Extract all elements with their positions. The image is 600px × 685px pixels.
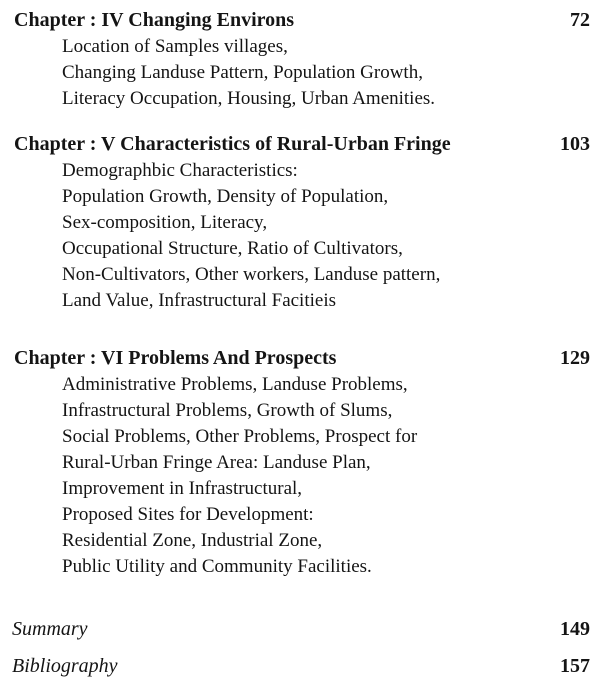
topic-line: Sex-composition, Literacy, bbox=[62, 212, 268, 233]
chapter-page-number: 129 bbox=[560, 347, 590, 369]
bibliography-title: Bibliography bbox=[12, 655, 118, 677]
toc-chapter-vi bbox=[14, 344, 590, 580]
chapter-topics bbox=[62, 34, 590, 112]
summary-page-number: 149 bbox=[560, 618, 590, 640]
chapter-heading bbox=[14, 344, 590, 372]
topic-line: Improvement in Infrastructural, bbox=[62, 478, 303, 499]
chapter-topics bbox=[62, 158, 590, 314]
chapter-page-number: 103 bbox=[560, 133, 590, 155]
toc-chapter-v bbox=[14, 130, 590, 314]
topic-line: Public Utility and Community Facilities. bbox=[62, 556, 372, 577]
topic-line: Rural-Urban Fringe Area: Landuse Plan, bbox=[62, 452, 371, 473]
chapter-heading bbox=[14, 6, 590, 34]
toc-summary bbox=[12, 614, 590, 644]
chapter-topics bbox=[62, 372, 590, 580]
topic-line: Non-Cultivators, Other workers, Landuse pattern, bbox=[62, 264, 441, 285]
topic-line: Residential Zone, Industrial Zone, bbox=[62, 530, 323, 551]
topic-line: Changing Landuse Pattern, Population Growth, bbox=[62, 62, 423, 83]
chapter-page-number: 72 bbox=[570, 9, 590, 31]
chapter-title: Chapter : IV Changing Environs bbox=[14, 9, 295, 31]
topic-line: Demographbic Characteristics: bbox=[62, 160, 298, 181]
topic-line: Land Value, Infrastructural Facitieis bbox=[62, 290, 336, 311]
topic-line: Population Growth, Density of Population, bbox=[62, 186, 389, 207]
chapter-heading bbox=[14, 130, 590, 158]
topic-line: Social Problems, Other Problems, Prospect for bbox=[62, 426, 418, 447]
topic-line: Infrastructural Problems, Growth of Slums, bbox=[62, 400, 393, 421]
bibliography-page-number: 157 bbox=[560, 655, 590, 677]
toc-chapter-iv bbox=[14, 6, 590, 112]
topic-line: Location of Samples villages, bbox=[62, 36, 288, 57]
toc-bibliography bbox=[12, 651, 590, 681]
topic-line: Literacy Occupation, Housing, Urban Amenities. bbox=[62, 88, 436, 109]
summary-title: Summary bbox=[12, 618, 88, 640]
topic-line: Administrative Problems, Landuse Problems, bbox=[62, 374, 408, 395]
topic-line: Proposed Sites for Development: bbox=[62, 504, 314, 525]
chapter-title: Chapter : V Characteristics of Rural-Urban Fringe bbox=[14, 133, 451, 155]
chapter-title: Chapter : VI Problems And Prospects bbox=[14, 347, 337, 369]
topic-line: Occupational Structure, Ratio of Cultivators, bbox=[62, 238, 403, 259]
